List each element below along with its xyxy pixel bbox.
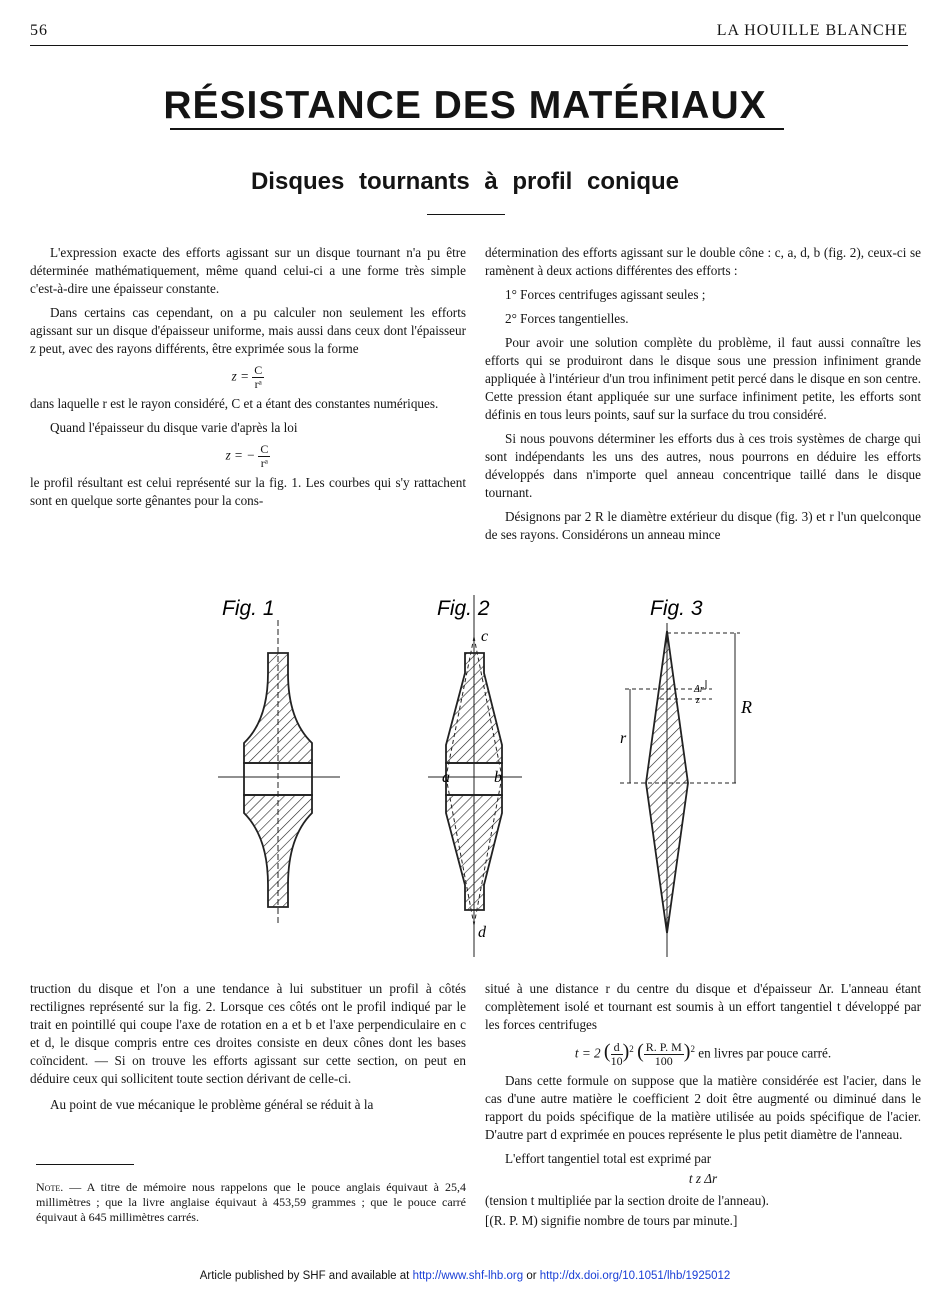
page-number: 56 [30, 22, 48, 39]
paragraph: Dans certains cas cependant, on a pu calculer non seulement les efforts agissant sur un disque d'épaisseur uniforme, mais aussi dans ceux dont l'épaisseur z peut, avec des rayons différents, être exprimée sous la forme [30, 305, 466, 356]
denominator: 10 [610, 1053, 623, 1068]
paragraph: Pour avoir une solution complète du problème, il faut aussi connaître les efforts qui se produiront dans le disque sous une pression infiniment grande appliquée à l'intérieur d'un trou infiniment petit percé dans le disque en son centre. Cette pression étant appliquée sur une surface infiniment petite, les efforts sont définis en tous leurs points, sauf sur la surface du trou considéré. [485, 335, 921, 422]
footer-link-shf[interactable]: http://www.shf-lhb.org [412, 1270, 524, 1282]
footnote-text: — A titre de mémoire nous rappelons que le pouce anglais équivaut à 25,4 millimètres ; que la livre anglaise équivaut à 453,59 grammes ; que le pouce carré équivaut à 645 millimètres carrés. [36, 1180, 466, 1224]
footer [0, 1270, 930, 1282]
denominator: rᵃ [254, 377, 262, 391]
fig2-letter-d: d [478, 924, 486, 941]
equation-4: t z Δr [688, 1170, 718, 1186]
paragraph: détermination des efforts agissant sur le double cône : c, a, d, b (fig. 2), ceux-ci se ramènent à deux actions différentes des efforts : [485, 245, 921, 278]
title-underline [170, 128, 784, 130]
equation-lhs: z = [231, 368, 249, 384]
paragraph: Désignons par 2 R le diamètre extérieur du disque (fig. 3) et r l'un quelconque de ses rayons. Considérons un anneau mince [485, 509, 921, 542]
journal-name: LA HOUILLE BLANCHE [716, 22, 908, 39]
list-item: 1° Forces centrifuges agissant seules ; [505, 287, 706, 302]
numerator: R. P. M [645, 1039, 682, 1054]
fig3-letter-z: z [696, 695, 700, 706]
paragraph: [(R. P. M) signifie nombre de tours par minute.] [485, 1212, 738, 1228]
paragraph: dans laquelle r est le rayon considéré, C et a étant des constantes numériques. [30, 396, 439, 411]
fig3-letter-R: R [741, 697, 752, 717]
figures-panel [0, 585, 930, 970]
fig3-letter-dr: Δr [694, 684, 704, 695]
paragraph: le profil résultant est celui représenté sur la fig. 1. Les courbes qui s'y rattachent sont en quelque sorte gênantes pour la cons- [30, 475, 466, 508]
fig2-label: Fig. 2 [437, 597, 490, 620]
top-left-column [30, 244, 466, 516]
equation-3: t = 2 ( $\frac{d}{10}$ )$^2$ ( $\frac{R. P. M}{100}$ )$^2$ en livres par pouce carré. [574, 1039, 832, 1068]
fraction-rpm-over-100 [644, 1041, 684, 1068]
footer-link-doi[interactable]: http://dx.doi.org/10.1051/lhb/1925012 [539, 1270, 731, 1282]
equation-1 [30, 364, 466, 391]
bottom-left-column [30, 980, 466, 1120]
paragraph: Au point de vue mécanique le problème général se réduit à la [50, 1097, 374, 1112]
footnote [36, 1180, 466, 1225]
paragraph: (tension t multipliée par la section droite de l'anneau). [485, 1192, 769, 1208]
paragraph: Si nous pouvons déterminer les efforts dus à ces trois systèmes de charge qui sont indépendants les uns des autres, nous pourrons en déduire les efforts développés dans n'importe quel anneau concentrique taillé dans le disque tournant. [485, 431, 921, 500]
paragraph: L'effort tangentiel total est exprimé par [505, 1150, 712, 1166]
fig3-letter-r: r [620, 730, 627, 747]
page-title: RÉSISTANCE DES MATÉRIAUX [163, 84, 767, 127]
bottom-right-column [485, 980, 921, 1236]
fraction [258, 443, 270, 470]
equation-2 [30, 443, 466, 470]
fig2-letter-a: a [442, 769, 450, 786]
fig1-disc-profile [218, 620, 340, 925]
footer-prefix: Article published by SHF and available at [199, 1270, 413, 1282]
article-subtitle: Disques tournants à profil conique [250, 168, 680, 195]
numerator: d [611, 1041, 623, 1055]
fraction [252, 364, 264, 391]
paragraph: truction du disque et l'on a une tendance à lui substituer un profil à côtés rectilignes représenté sur la fig. 2. Lorsque ces côtés ont le profil indiqué par le trait en pointillé qui coupe l'axe de rotation en a et b et l'axe perpendiculaire en c et d, le disque compris entre ces droites consiste en deux cônes dont les bases coïncident. — Si on trouve les efforts agissant sur cette section, on peut en déduire ceux qui sollicitent toute section dérivant de celle-ci. [30, 981, 466, 1086]
fig2-letter-b: b [494, 769, 502, 786]
footnote-label: Note. [36, 1180, 64, 1194]
header-rule [30, 45, 908, 46]
list-item: 2° Forces tangentielles. [505, 311, 629, 326]
equation-lhs: t = 2 [574, 1045, 601, 1061]
fig3-double-cone [620, 623, 740, 957]
equation-lhs: z = − [225, 447, 256, 463]
numerator: C [254, 363, 263, 377]
numerator: C [260, 442, 269, 456]
footer-mid: or [523, 1270, 540, 1282]
top-right-column [485, 244, 921, 550]
paragraph: Quand l'épaisseur du disque varie d'après la loi [50, 420, 298, 435]
subtitle-rule [427, 214, 505, 215]
fig1-label: Fig. 1 [222, 597, 275, 620]
equation-unit: en livres par pouce carré. [698, 1045, 832, 1061]
denominator: 100 [654, 1053, 673, 1068]
paragraph: L'expression exacte des efforts agissant sur un disque tournant n'a pu être déterminée mathématiquement, même quand celui-ci a une forme très simple c'est-à-dire une épaisseur constante. [30, 245, 466, 296]
footnote-rule [36, 1164, 134, 1165]
paragraph: situé à une distance r du centre du disque et d'épaisseur Δr. L'anneau étant complètement isolé et tournant est soumis à un effort tangentiel t développé par les forces centrifuges [485, 981, 921, 1032]
denominator: rᵃ [260, 456, 269, 470]
fig3-label: Fig. 3 [650, 597, 703, 620]
paragraph: Dans cette formule on suppose que la matière considérée est l'acier, dans le cas d'une autre matière le coefficient 2 doit être augmenté ou diminué dans le rapport du poids spécifique de la matière utilisée au poids spécifique de l'acier. D'autre part d exprimée en pouces représente le plus petit diamètre de l'anneau. [485, 1072, 921, 1142]
fraction-d-over-10 [611, 1041, 623, 1068]
fig2-letter-c: c [481, 628, 489, 645]
